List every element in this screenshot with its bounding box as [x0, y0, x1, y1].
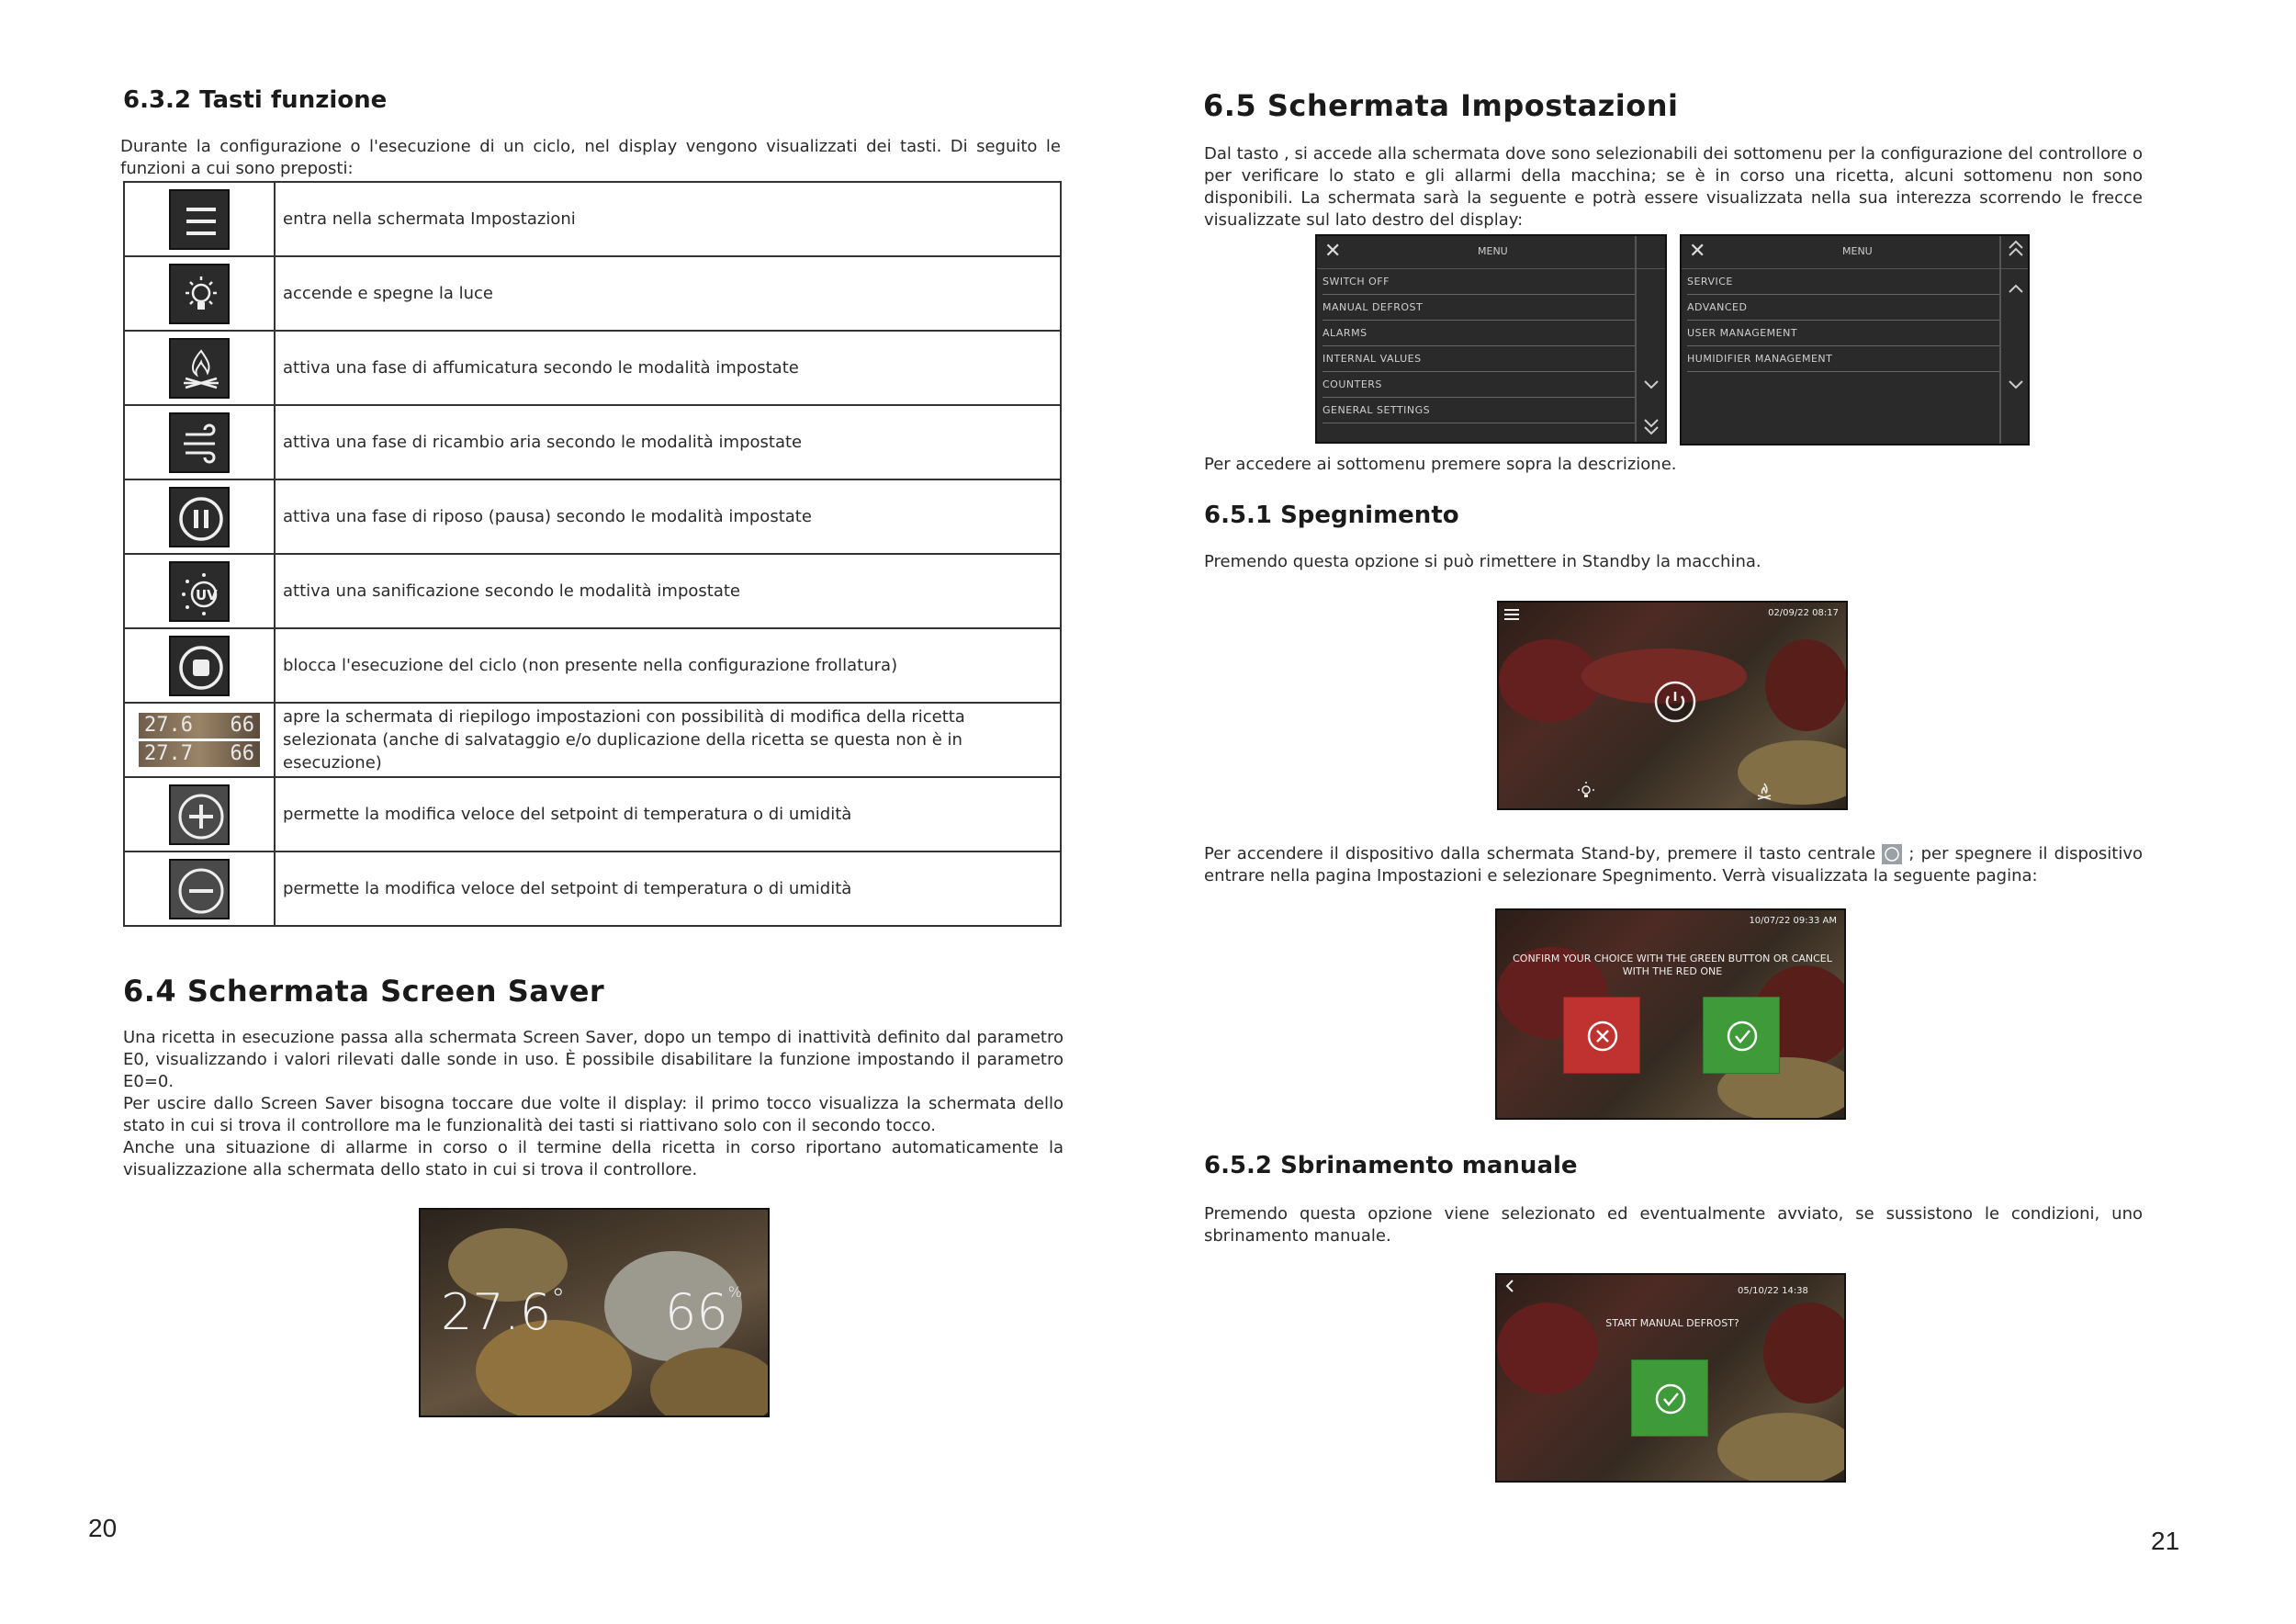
- row-text: permette la modifica veloce del setpoint di temperatura o di umidità: [275, 851, 1061, 926]
- section-6-5-title: 6.5 Schermata Impostazioni: [1203, 88, 1679, 123]
- smoke-icon[interactable]: [1754, 781, 1774, 801]
- menu-item-counters[interactable]: COUNTERS: [1322, 372, 1635, 398]
- row-text: attiva una fase di affumicatura secondo le modalità impostate: [275, 331, 1061, 405]
- smoke-icon: [169, 338, 230, 399]
- menu-item-service[interactable]: SERVICE: [1687, 269, 1999, 295]
- power-button-icon[interactable]: [1653, 680, 1697, 724]
- check-icon: [1704, 998, 1781, 1075]
- section-6-4-title: 6.4 Schermata Screen Saver: [123, 974, 605, 1009]
- manual-defrost-image: [1495, 1273, 1846, 1483]
- menu-item-alarms[interactable]: ALARMS: [1322, 321, 1635, 346]
- row-text: attiva una fase di ricambio aria secondo le modalità impostate: [275, 405, 1061, 479]
- minus-icon: [169, 859, 230, 919]
- chevron-down-icon[interactable]: [2005, 376, 2027, 394]
- section-6-3-2-intro: Durante la configurazione o l'esecuzione di un ciclo, nel display vengono visualizzati dei tasti. Di seguito le funzioni a cui sono preposti:: [120, 137, 1061, 178]
- light-icon: [169, 264, 230, 324]
- menu-icon: [169, 189, 230, 250]
- page-number-left: 20: [88, 1514, 118, 1542]
- row-text: apre la schermata di riepilogo impostazioni con possibilità di modifica della ricetta selezionata (anche di salvataggio e/o duplicazione della ricetta se questa non è in esecuzione): [275, 703, 1061, 777]
- date-time: 02/09/22 08:17: [1768, 608, 1839, 618]
- plus-icon: [169, 784, 230, 845]
- menu-header: [1317, 236, 1665, 269]
- function-keys-table: [123, 181, 1062, 927]
- row-text: permette la modifica veloce del setpoint di temperatura o di umidità: [275, 777, 1061, 851]
- menu-header: [1682, 236, 2028, 269]
- paragraph: Per uscire dallo Screen Saver bisogna toccare due volte il display: il primo tocco visualizza la schermata dello stato in cui si trova il controllore ma le funzionalità dei tasti si riattivano solo con il secondo tocco.: [123, 1094, 1064, 1135]
- table-row: [124, 331, 1061, 405]
- standby-screen-image: [1497, 601, 1848, 810]
- row-text: attiva una fase di riposo (pausa) secondo le modalità impostate: [275, 479, 1061, 554]
- menu-item-advanced[interactable]: ADVANCED: [1687, 295, 1999, 321]
- pause-icon: [169, 487, 230, 547]
- chevron-down-icon[interactable]: [1640, 376, 1662, 394]
- summary-line-1: 27.6 66: [139, 713, 260, 739]
- section-6-5-2-text: Premendo questa opzione viene selezionato ed eventualmente avviato, se sussistono le condizioni, uno sbrinamento manuale.: [1204, 1204, 2143, 1246]
- menu-icon[interactable]: [1503, 606, 1523, 623]
- light-icon[interactable]: [1576, 781, 1596, 801]
- close-icon[interactable]: ✕: [1689, 240, 1706, 263]
- menu-item-user-management[interactable]: USER MANAGEMENT: [1687, 321, 1999, 346]
- check-icon: [1632, 1360, 1709, 1438]
- table-row: [124, 554, 1061, 628]
- screen-saver-humidity: 66%: [665, 1283, 742, 1341]
- section-6-5-1-text-2: Per accendere il dispositivo dalla schermata Stand-by, premere il tasto centrale ; per spegnere il dispositivo entrare nella pagina Impostazioni e selezionare Spegnimento. Verrà visualizzata la seguente pagina:: [1204, 844, 2143, 885]
- table-row: [124, 703, 1061, 777]
- table-row: [124, 628, 1061, 703]
- air-exchange-icon: [169, 412, 230, 473]
- menu-item-general-settings[interactable]: GENERAL SETTINGS: [1322, 398, 1635, 423]
- screen-saver-temperature: 27.6°: [441, 1283, 566, 1341]
- chevron-up-icon[interactable]: [2005, 280, 2027, 299]
- confirm-button[interactable]: [1703, 997, 1780, 1074]
- table-row: [124, 851, 1061, 926]
- back-icon[interactable]: [1501, 1277, 1519, 1295]
- paragraph: Anche una situazione di allarme in corso o il termine della ricetta in corso riportano automaticamente la visualizzazione alla schermata dello stato in cui si trova il controllore.: [123, 1138, 1064, 1179]
- screen-saver-image: [419, 1208, 770, 1417]
- menu-item-switch-off[interactable]: SWITCH OFF: [1322, 269, 1635, 295]
- close-icon[interactable]: ✕: [1324, 240, 1342, 263]
- menu-item-humidifier-management[interactable]: HUMIDIFIER MANAGEMENT: [1687, 346, 1999, 372]
- summary-line-2: 27.7 66: [139, 741, 260, 767]
- confirm-switch-off-image: [1495, 908, 1846, 1120]
- row-text: accende e spegne la luce: [275, 256, 1061, 331]
- double-chevron-up-icon[interactable]: [2005, 238, 2027, 260]
- table-row: [124, 479, 1061, 554]
- section-6-5-intro: Dal tasto , si accede alla schermata dove sono selezionabili dei sottomenu per la configurazione del controllore o per verificare lo stato e gli allarmi della macchina; se è in corso una ricetta, alcuni sottomenu non sono disponibili. La schermata sarà la seguente e potrà essere visualizzata nella sua interezza scorrendo le frecce visualizzate sul lato destro del display:: [1204, 144, 2143, 230]
- section-6-5-2-title: 6.5.2 Sbrinamento manuale: [1204, 1152, 1578, 1179]
- row-text: blocca l'esecuzione del ciclo (non presente nella configurazione frollatura): [275, 628, 1061, 703]
- menu-item-internal-values[interactable]: INTERNAL VALUES: [1322, 346, 1635, 372]
- menu-screen-page-1: [1315, 234, 1667, 444]
- section-6-3-2-title: 6.3.2 Tasti funzione: [123, 86, 388, 114]
- paragraph: Una ricetta in esecuzione passa alla schermata Screen Saver, dopo un tempo di inattività definito dal parametro E0, visualizzando i valori rilevati dalle sonde in uso. È possibile disabilitare la funzione impostando il parametro E0=0.: [123, 1028, 1064, 1091]
- uv-icon: [169, 561, 230, 622]
- section-6-5-1-title: 6.5.1 Spegnimento: [1204, 502, 1459, 529]
- stop-icon: [169, 636, 230, 696]
- page-number-right: 21: [2151, 1527, 2180, 1555]
- svg-text:UV: UV: [196, 586, 218, 603]
- row-text: entra nella schermata Impostazioni: [275, 182, 1061, 256]
- row-text: attiva una sanificazione secondo le modalità impostate: [275, 554, 1061, 628]
- confirm-button[interactable]: [1631, 1359, 1708, 1437]
- section-6-4-text: [123, 1027, 1064, 1181]
- date-time: 10/07/22 09:33 AM: [1749, 916, 1837, 926]
- summary-icon: [124, 703, 275, 777]
- table-row: [124, 182, 1061, 256]
- confirm-message: CONFIRM YOUR CHOICE WITH THE GREEN BUTTON OR CANCEL WITH THE RED ONE: [1513, 953, 1832, 977]
- section-6-5-1-text: Premendo questa opzione si può rimettere in Standby la macchina.: [1204, 552, 1761, 571]
- power-button-icon: [1882, 844, 1902, 864]
- menu-item-manual-defrost[interactable]: MANUAL DEFROST: [1322, 295, 1635, 321]
- table-row: [124, 256, 1061, 331]
- menu-screen-page-2: [1680, 234, 2030, 445]
- cancel-button[interactable]: [1563, 997, 1640, 1074]
- cancel-icon: [1564, 998, 1641, 1075]
- date-time: 05/10/22 14:38: [1738, 1286, 1808, 1296]
- table-row: [124, 777, 1061, 851]
- defrost-message: START MANUAL DEFROST?: [1605, 1317, 1739, 1329]
- menu-title: MENU: [1842, 245, 1873, 257]
- submenu-access-text: Per accedere ai sottomenu premere sopra la descrizione.: [1204, 455, 1677, 474]
- double-chevron-down-icon[interactable]: [1640, 416, 1662, 438]
- table-row: [124, 405, 1061, 479]
- menu-title: MENU: [1478, 245, 1508, 257]
